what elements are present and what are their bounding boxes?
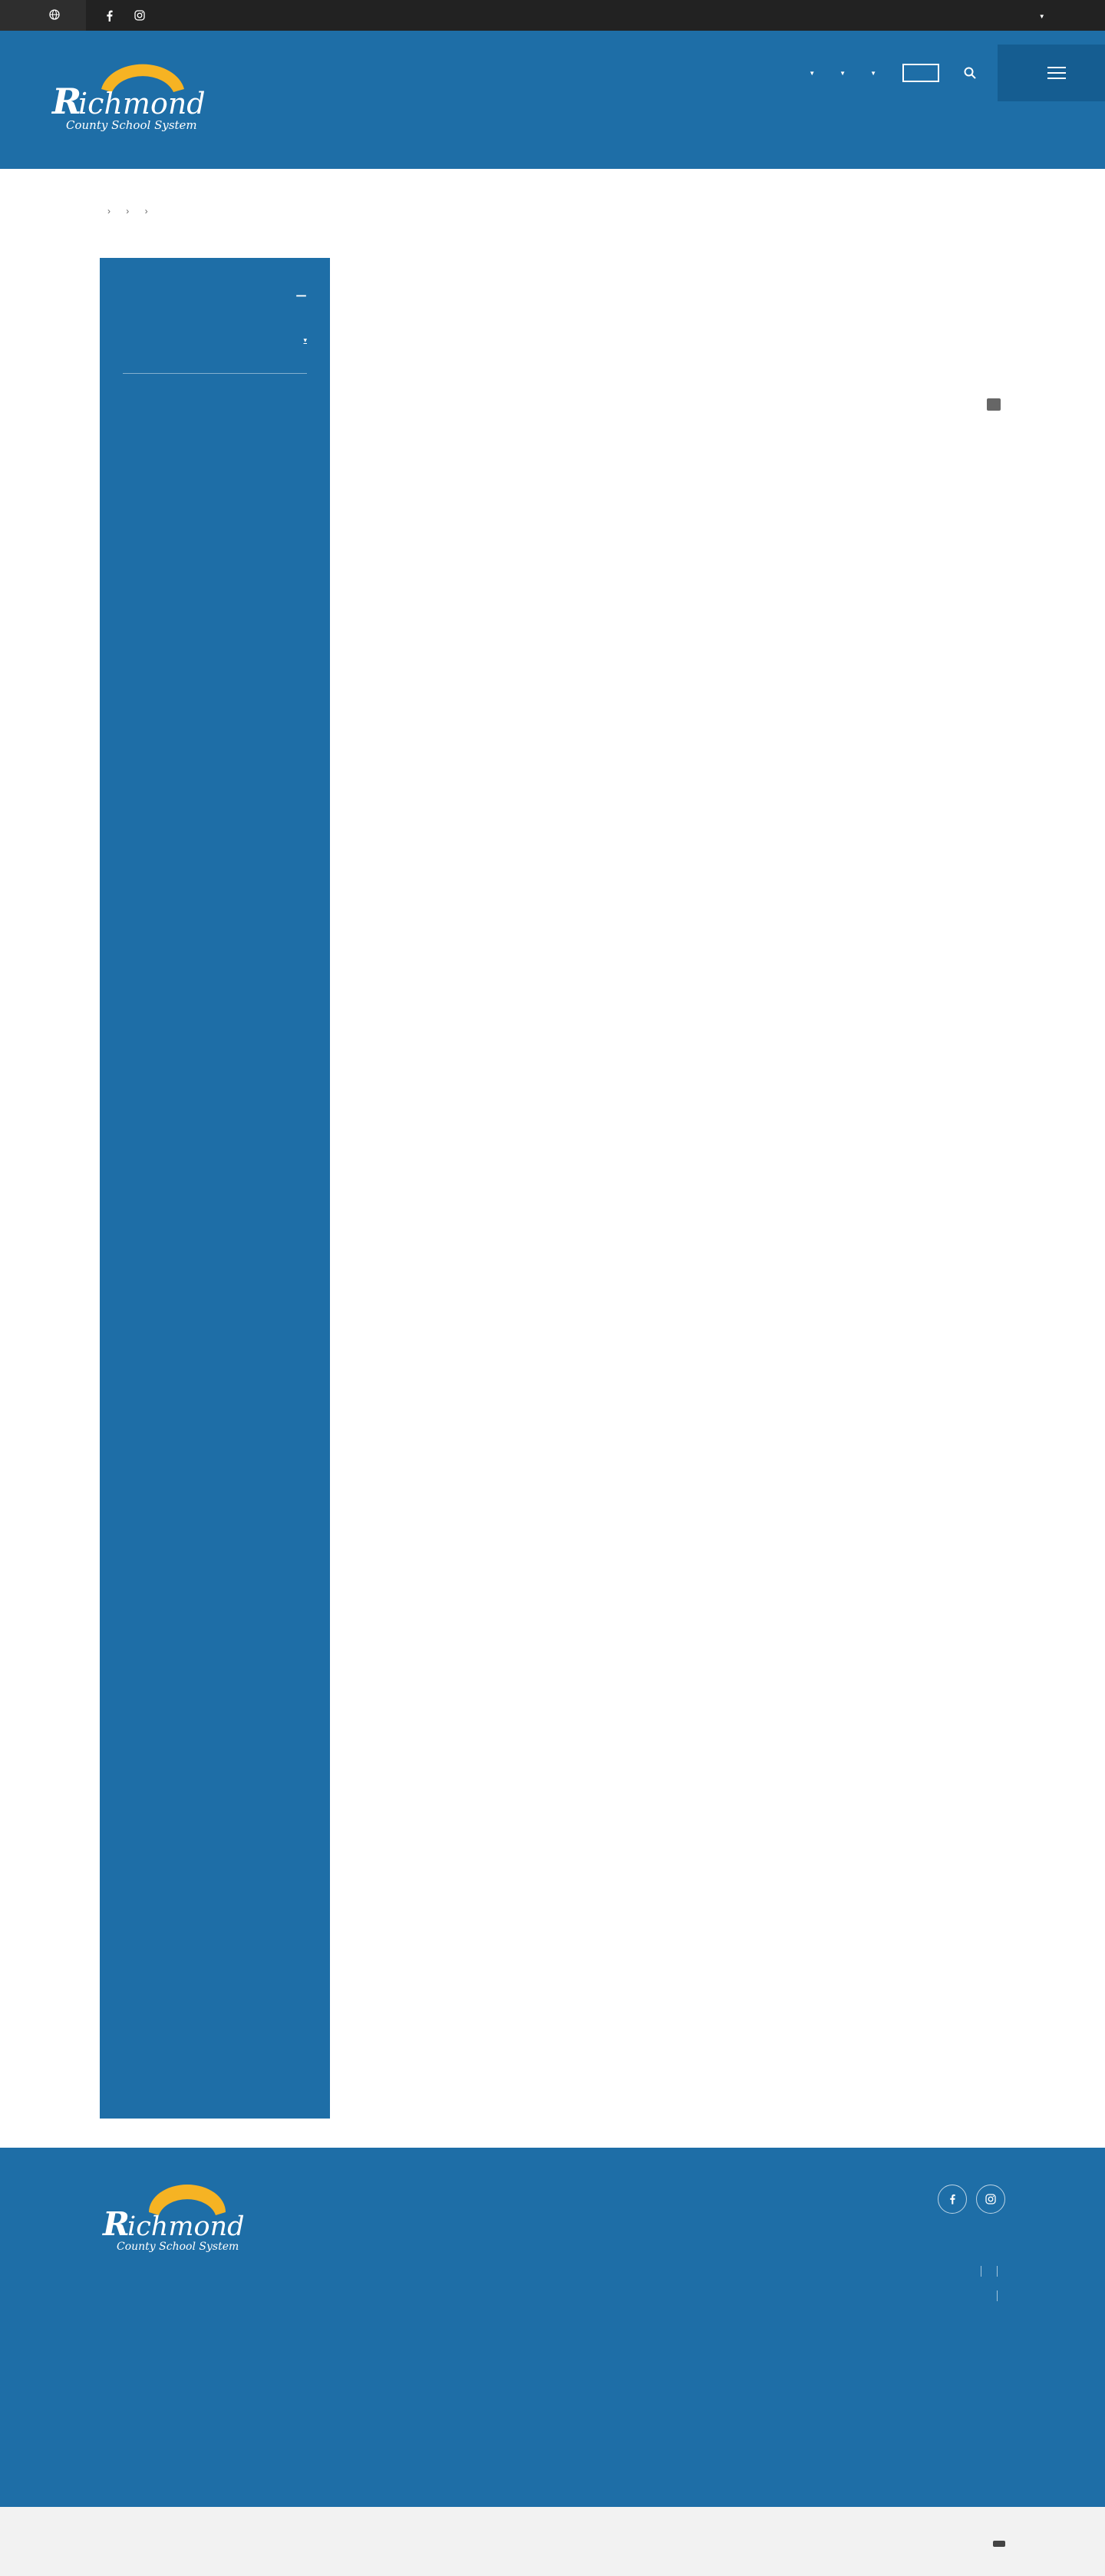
footer-logo[interactable]: [100, 2185, 284, 2261]
submission-heading: [376, 296, 1005, 322]
footer-links: [973, 2258, 1005, 2307]
footer-social: [938, 2185, 1005, 2214]
caret-down-icon: ▼: [809, 69, 816, 77]
translate-button[interactable]: [0, 0, 86, 31]
sidebar-item-business-office[interactable]: [138, 324, 307, 353]
instagram-icon[interactable]: [132, 8, 147, 23]
utility-bar: [0, 0, 1105, 31]
search-icon: [964, 67, 976, 79]
student-login-dropdown[interactable]: [856, 70, 887, 77]
parent-login-dropdown[interactable]: [826, 70, 856, 77]
bottom-bar: [0, 2507, 1105, 2576]
chevron-right-icon: ›: [107, 206, 111, 216]
caret-down-icon: ▼: [839, 69, 846, 77]
svg-text:ichmond: ichmond: [78, 87, 206, 121]
svg-text:County School System: County School System: [66, 118, 197, 132]
instagram-icon[interactable]: [976, 2185, 1005, 2214]
caret-down-icon: ▼: [870, 69, 876, 77]
svg-text:County School System: County School System: [117, 2241, 239, 2253]
caret-down-icon: ▼: [1038, 13, 1045, 20]
facebook-icon[interactable]: [938, 2185, 967, 2214]
caret-down-icon[interactable]: ▾: [303, 336, 307, 344]
work-4-rcss-button[interactable]: [902, 64, 939, 82]
site-footer: [0, 2148, 1105, 2507]
minus-icon[interactable]: −: [295, 284, 307, 307]
chevron-right-icon: ›: [126, 206, 130, 216]
globe-icon: [49, 9, 60, 22]
rss-icon[interactable]: [987, 398, 1001, 411]
powered-by-badge[interactable]: [993, 2541, 1005, 2547]
breadcrumb: [100, 206, 156, 216]
sidebar-section-staff[interactable]: [123, 272, 307, 319]
hamburger-icon: [1047, 67, 1066, 79]
header-nav: [795, 45, 1105, 101]
search-button[interactable]: [955, 58, 985, 88]
divider: [997, 2266, 998, 2277]
menu-button[interactable]: [998, 45, 1105, 101]
main-content: [376, 258, 1005, 437]
staff-login-dropdown[interactable]: [795, 70, 826, 77]
schools-dropdown[interactable]: [965, 10, 1070, 21]
svg-text:ichmond: ichmond: [127, 2211, 245, 2242]
district-logo[interactable]: [48, 58, 247, 143]
sidebar-submenu: [123, 319, 307, 374]
section-sidebar: [100, 258, 330, 2119]
divider: [997, 2290, 998, 2301]
schools-label: [990, 10, 1039, 21]
svg-text:R: R: [103, 2205, 130, 2243]
chevron-right-icon: ›: [144, 206, 148, 216]
site-header: [0, 31, 1105, 169]
svg-text:R: R: [52, 81, 82, 122]
facebook-icon[interactable]: [101, 8, 117, 23]
